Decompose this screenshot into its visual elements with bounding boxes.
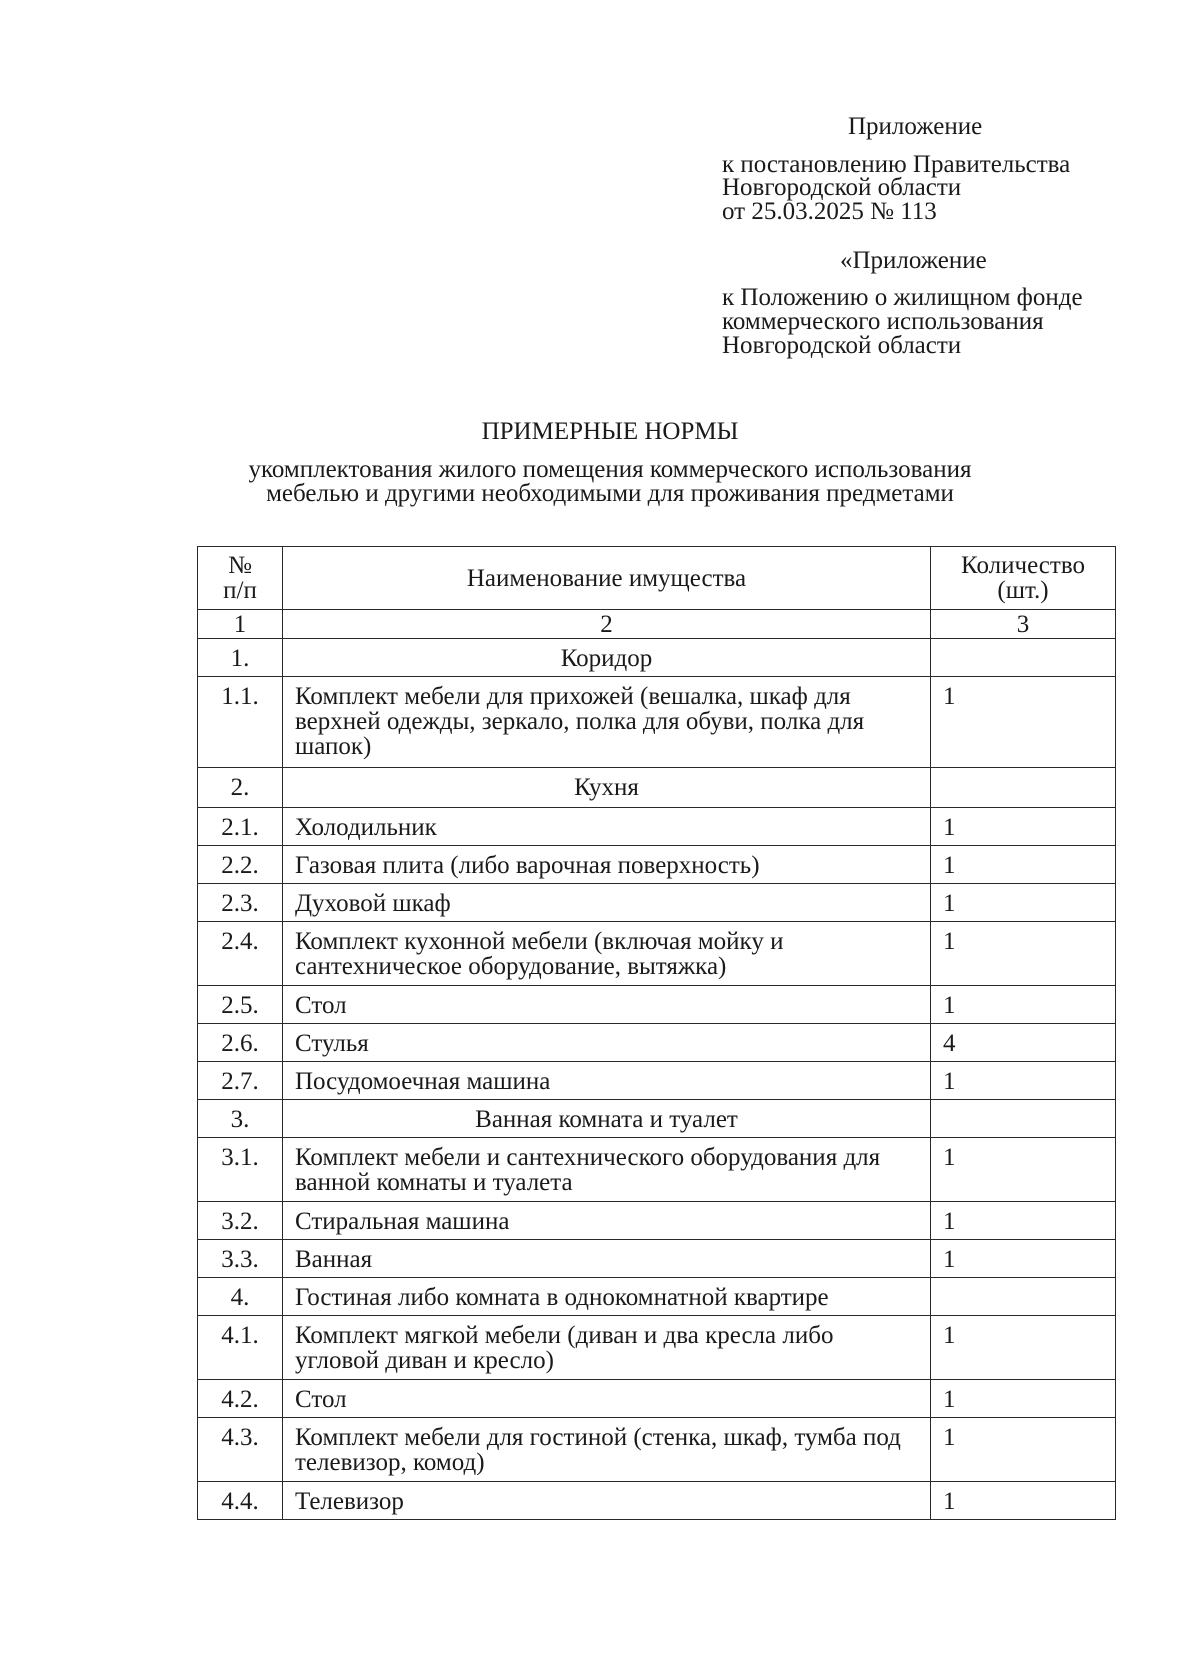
row-qty: 1 [931, 1316, 1116, 1380]
table-row [198, 1278, 1116, 1316]
row-name: Комплект кухонной мебели (включая мойку и сантехническое оборудование, вытяжка) [283, 922, 931, 986]
header-num-line2: п/п [223, 577, 257, 604]
row-section-name: Кухня [283, 768, 931, 808]
row-num: 3.3. [198, 1240, 283, 1278]
header-num-line1: № [228, 552, 252, 579]
row-qty: 1 [931, 884, 1116, 922]
row-num: 4.1. [198, 1316, 283, 1380]
row-num: 2.4. [198, 922, 283, 986]
decree-line-3: от 25.03.2025 № 113 [722, 198, 937, 225]
row-qty: 1 [931, 1062, 1116, 1100]
row-num: 2.3. [198, 884, 283, 922]
row-qty: 1 [931, 1240, 1116, 1278]
header-qty-line2: (шт.) [997, 577, 1049, 604]
position-line-1: к Положению о жилищном фонде [722, 284, 1083, 311]
row-qty: 1 [931, 922, 1116, 986]
row-name: Духовой шкаф [283, 884, 931, 922]
document-subtitle-line-1: укомплектования жилого помещения коммерческого использования [248, 456, 972, 483]
table-row [198, 1418, 1116, 1482]
row-name: Стиральная машина [283, 1202, 931, 1240]
table-row [198, 1316, 1116, 1380]
row-num: 3. [198, 1100, 283, 1138]
row-qty: 1 [931, 1482, 1116, 1520]
row-name: Холодильник [283, 808, 931, 846]
row-num: 2.5. [198, 986, 283, 1024]
row-qty: 1 [931, 846, 1116, 884]
table-row [198, 1202, 1116, 1240]
row-num: 2. [198, 768, 283, 808]
row-num: 3.1. [198, 1138, 283, 1202]
row-qty: 1 [931, 1138, 1116, 1202]
table-row [198, 846, 1116, 884]
row-section-name: Гостиная либо комната в однокомнатной квартире [283, 1278, 931, 1316]
index-cell-1: 1 [198, 610, 283, 639]
table-row [198, 1062, 1116, 1100]
row-qty [931, 1100, 1116, 1138]
norms-table [197, 546, 1116, 1520]
row-section-name: Коридор [283, 639, 931, 677]
table-row [198, 1240, 1116, 1278]
header-qty [931, 547, 1116, 610]
row-qty: 1 [931, 808, 1116, 846]
table-row [198, 1024, 1116, 1062]
position-line-2: коммерческого использования [722, 308, 1044, 335]
annex2-title: «Приложение [840, 247, 987, 274]
row-qty [931, 1278, 1116, 1316]
row-name: Стол [283, 986, 931, 1024]
table-row [198, 808, 1116, 846]
row-qty: 1 [931, 677, 1116, 768]
row-num: 2.6. [198, 1024, 283, 1062]
row-name: Комплект мебели для прихожей (вешалка, шкаф для верхней одежды, зеркало, полка для обуви, полка для шапок) [283, 677, 931, 768]
row-name: Комплект мебели и сантехнического оборудования для ванной комнаты и туалета [283, 1138, 931, 1202]
row-num: 4.4. [198, 1482, 283, 1520]
row-qty: 1 [931, 1418, 1116, 1482]
header-name: Наименование имущества [283, 547, 931, 610]
decree-line-1: к постановлению Правительства [722, 151, 1071, 178]
table-row [198, 1138, 1116, 1202]
table-row [198, 884, 1116, 922]
annex-title: Приложение [848, 113, 983, 140]
table-row [198, 1100, 1116, 1138]
table-index-row [198, 610, 1116, 639]
header-qty-line1: Количество [961, 552, 1085, 579]
row-qty [931, 768, 1116, 808]
row-num: 2.1. [198, 808, 283, 846]
row-name: Комплект мебели для гостиной (стенка, шкаф, тумба под телевизор, комод) [283, 1418, 931, 1482]
table-header-row [198, 547, 1116, 610]
row-qty: 1 [931, 1380, 1116, 1418]
row-num: 4. [198, 1278, 283, 1316]
header-num [198, 547, 283, 610]
index-cell-2: 2 [283, 610, 931, 639]
decree-line-2: Новгородской области [722, 174, 962, 201]
row-name: Стулья [283, 1024, 931, 1062]
row-num: 4.2. [198, 1380, 283, 1418]
row-num: 3.2. [198, 1202, 283, 1240]
row-qty: 1 [931, 1202, 1116, 1240]
row-name: Ванная [283, 1240, 931, 1278]
table-row [198, 1482, 1116, 1520]
position-line-3: Новгородской области [722, 332, 962, 359]
table-row [198, 922, 1116, 986]
index-cell-3: 3 [931, 610, 1116, 639]
row-num: 1. [198, 639, 283, 677]
table-row [198, 768, 1116, 808]
document-subtitle-line-2: мебелью и другими необходимыми для проживания предметами [266, 480, 954, 507]
row-num: 2.7. [198, 1062, 283, 1100]
row-num: 2.2. [198, 846, 283, 884]
table-row [198, 639, 1116, 677]
row-name: Комплект мягкой мебели (диван и два кресла либо угловой диван и кресло) [283, 1316, 931, 1380]
row-name: Газовая плита (либо варочная поверхность) [283, 846, 931, 884]
row-num: 4.3. [198, 1418, 283, 1482]
row-num: 1.1. [198, 677, 283, 768]
table-row [198, 986, 1116, 1024]
row-name: Посудомоечная машина [283, 1062, 931, 1100]
row-section-name: Ванная комната и туалет [283, 1100, 931, 1138]
row-name: Телевизор [283, 1482, 931, 1520]
table-row [198, 677, 1116, 768]
document-title: ПРИМЕРНЫЕ НОРМЫ [481, 418, 739, 445]
row-qty [931, 639, 1116, 677]
table-row [198, 1380, 1116, 1418]
row-qty: 1 [931, 986, 1116, 1024]
row-name: Стол [283, 1380, 931, 1418]
row-qty: 4 [931, 1024, 1116, 1062]
